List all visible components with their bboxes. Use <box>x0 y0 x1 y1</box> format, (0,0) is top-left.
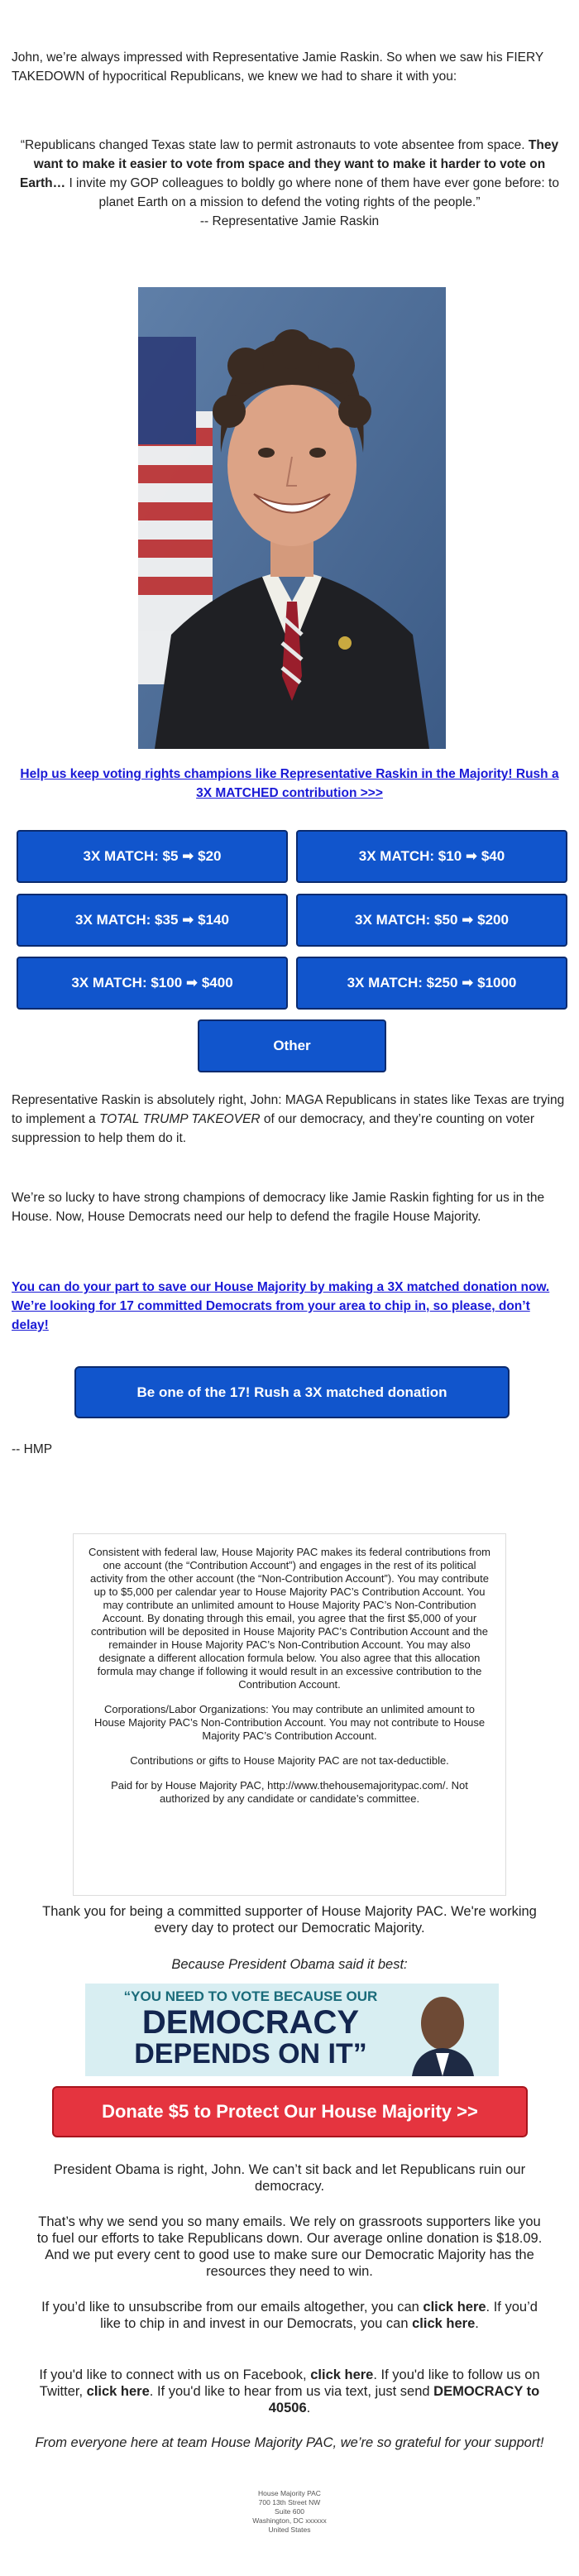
raskin-link-wrap <box>12 765 567 803</box>
mailing-address <box>207 2489 372 2535</box>
disclaimer-p3: Contributions or gifts to House Majority PAC are not tax-deductible. <box>130 1754 449 1767</box>
donate-5-red-button[interactable]: Donate $5 to Protect Our House Majority >> <box>52 2086 528 2137</box>
footer-p4 <box>33 2367 546 2416</box>
address-line: Suite 600 <box>275 2507 304 2516</box>
footer-p3-text-b: . If you’d like to chip in and invest in our Democrats, you can <box>100 2300 538 2331</box>
intro-text: John, we’re always impressed with Representative Jamie Raskin. So when we saw his FIERY TAKEDOWN of hypocritical Republicans, we knew we had to share it with you: <box>12 50 543 84</box>
address-line: 700 13th Street NW <box>258 2498 321 2506</box>
disclaimer-p1: Consistent with federal law, House Majority PAC makes its federal contributions from one account (the “Contribution Account”) and engages in the rest of its political activity from the other account (the “Non-Contribution Account”). You may contribute up to $5,000 per calendar year to House Majority PAC’s Contribution Account. You may contribute an unlimited amount to House Majority PAC’s Non-Contribution Account. By donating through this email, you agree that the first $5,000 of your contribution will be deposited in House Majority PAC’s Contribution Account and the remainder in House Majority PAC’s Non-Contribution Account. You may also designate a different allocation formula below. You also agree that this allocation formula may change if following it would result in an excessive contribution to the Contribution Account. <box>89 1546 491 1691</box>
body-paragraph-2: We’re so lucky to have strong champions of democracy like Jamie Raskin fighting for us in the House. Now, House Democrats need our help to defend the fragile House Majority. <box>12 1191 545 1224</box>
footer-p1: President Obama is right, John. We can’t sit back and let Republicans ruin our democracy. <box>53 2162 526 2194</box>
footer-p5: From everyone here at team House Majority PAC, we’re so grateful for your support! <box>35 2435 544 2450</box>
donate-35-button[interactable]: 3X MATCH: $35 ➡ $140 <box>17 894 288 947</box>
donate-5-button[interactable]: 3X MATCH: $5 ➡ $20 <box>17 830 288 883</box>
raskin-donate-link[interactable]: Help us keep voting rights champions like Representative Raskin in the Majority! Rush a 3X MATCHED contribution >>> <box>20 767 559 800</box>
invest-link[interactable]: click here <box>412 2316 476 2331</box>
body-paragraph-3 <box>12 1278 567 1335</box>
body-paragraph-1 <box>12 1091 567 1148</box>
body1-italic: TOTAL TRUMP TAKEOVER <box>98 1112 261 1126</box>
quote-part2: I invite my GOP colleagues to boldly go where none of them have ever gone before: to planet Earth on a mission to defend the voting rights of the people.” <box>65 176 559 209</box>
raskin-quote <box>12 136 567 231</box>
quote-attribution: -- Representative Jamie Raskin <box>199 214 380 228</box>
thanks-text: Thank you for being a committed supporter of House Majority PAC. We're working every day to protect our Democratic Majority. <box>42 1904 537 1936</box>
banner-line1: “YOU NEED TO VOTE BECAUSE OUR <box>123 1988 378 2004</box>
footer-p4-text-b: . If you'd like to follow us on Twitter, <box>39 2367 540 2399</box>
footer-p3-text-c: . <box>475 2316 479 2331</box>
save-majority-link[interactable]: You can do your part to save our House Majority by making a 3X matched donation now. We’re looking for 17 committed Democrats from your area to chip in, so please, don’t delay! <box>12 1280 550 1332</box>
footer-p4-text-a: If you'd like to connect with us on Facebook, <box>39 2367 311 2382</box>
obama-banner[interactable] <box>85 1984 499 2076</box>
address-line: Washington, DC xxxxxx <box>252 2516 327 2525</box>
donate-50-button[interactable]: 3X MATCH: $50 ➡ $200 <box>296 894 567 947</box>
disclaimer-p4: Paid for by House Majority PAC, http://www.thehousemajoritypac.com/. Not authorized by any candidate or candidate’s committee. <box>111 1779 468 1805</box>
signoff: -- HMP <box>12 1442 53 1456</box>
raskin-photo[interactable] <box>138 287 446 749</box>
body1-text-a: Representative Raskin is absolutely right, John: MAGA Republicans in states like Texas are trying to implement a <box>12 1093 565 1126</box>
banner-line3: DEPENDS ON IT” <box>134 2038 367 2070</box>
disclaimer-p2: Corporations/Labor Organizations: You may contribute an unlimited amount to House Majority PAC’s Non-Contribution Account. You may not contribute to House Majority PAC’s Contribution Account. <box>93 1703 486 1742</box>
footer-p4-text-c: . If you'd like to hear from us via text, just send <box>149 2384 434 2399</box>
quote-part1: “Republicans changed Texas state law to permit astronauts to vote absentee from space. <box>20 138 529 152</box>
facebook-link[interactable]: click here <box>310 2367 374 2382</box>
banner-line2: DEMOCRACY <box>141 2004 360 2041</box>
text-code: DEMOCRACY to 40506 <box>268 2384 540 2415</box>
twitter-link[interactable]: click here <box>86 2384 150 2399</box>
address-line: House Majority PAC <box>258 2489 321 2497</box>
footer-p2: That’s why we send you so many emails. We rely on grassroots supporters like you to fuel our efforts to take Republicans down. Our average online donation is $18.09. And we put every cent to good use to make sure our Democratic Majority has the resources they need to win. <box>36 2214 543 2279</box>
unsubscribe-link[interactable]: click here <box>423 2300 486 2315</box>
body1-text-b: of our democracy, and they’re counting on voter suppression to help them do it. <box>12 1112 535 1145</box>
legal-disclaimer <box>73 1533 506 1896</box>
donate-other-button[interactable]: Other <box>198 1019 386 1072</box>
obama-intro: Because President Obama said it best: <box>171 1957 408 1972</box>
donate-100-button[interactable]: 3X MATCH: $100 ➡ $400 <box>17 957 288 1010</box>
quote-bold: They want to make it easier to vote from space and they want to make it harder to vote on Earth… <box>20 138 559 190</box>
footer-p3-text-a: If you’d like to unsubscribe from our emails altogether, you can <box>41 2300 423 2315</box>
donate-250-button[interactable]: 3X MATCH: $250 ➡ $1000 <box>296 957 567 1010</box>
address-line: United States <box>268 2526 311 2534</box>
footer-p4-text-d: . <box>306 2401 311 2415</box>
rush-donation-button[interactable]: Be one of the 17! Rush a 3X matched donation <box>74 1366 510 1418</box>
donate-10-button[interactable]: 3X MATCH: $10 ➡ $40 <box>296 830 567 883</box>
footer-p3 <box>33 2299 546 2332</box>
